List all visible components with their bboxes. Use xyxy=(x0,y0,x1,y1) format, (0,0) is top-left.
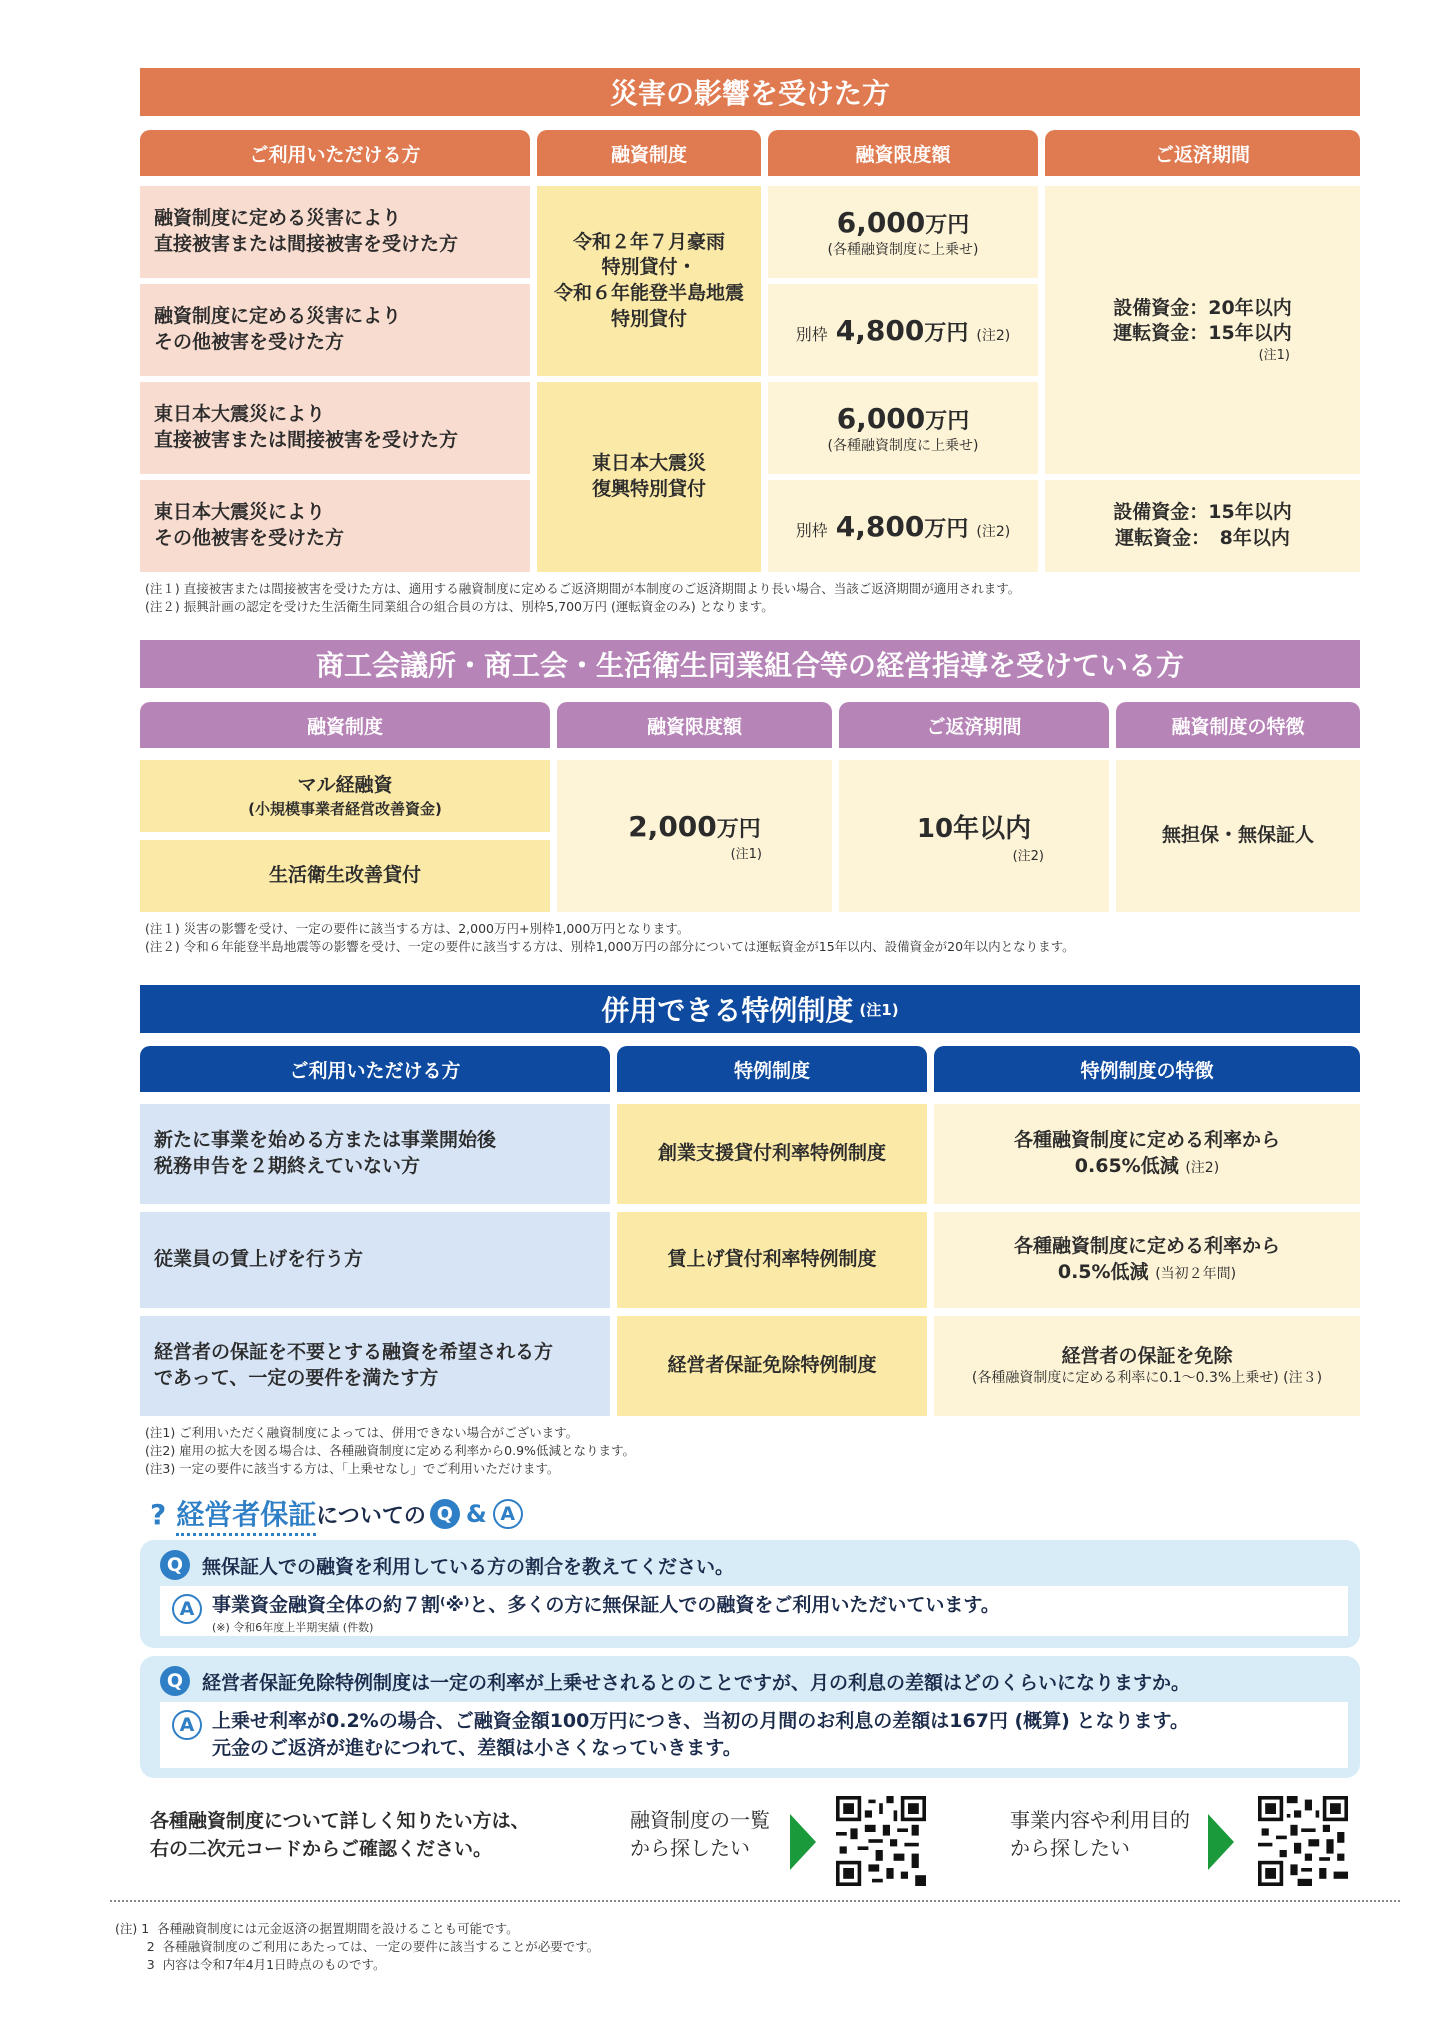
arrow-right-icon xyxy=(1208,1814,1234,1870)
s1-repay-2: 設備資金：15年以内 運転資金： 8年以内 xyxy=(1045,480,1360,572)
qa-item-2-answer: A 上乗せ利率が0.2%の場合、ご融資金額100万円につき、当初の月間のお利息の差額は167円 (概算) となります。 元金のご返済が進むにつれて、差額は小さくなっていきます。 xyxy=(160,1702,1348,1768)
q-icon: Q xyxy=(160,1550,190,1580)
qa-item-1-answer: A 事業資金融資全体の約７割⁽※⁾と、多くの方に無保証人での融資をご利用いただいています。 (※) 令和6年度上半期実績 (件数) xyxy=(160,1586,1348,1636)
s1-program-1: 令和２年７月豪雨 特別貸付・ 令和６年能登半島地震 特別貸付 xyxy=(537,186,761,376)
footer-link-2-text[interactable]: 事業内容や利用目的 から探したい xyxy=(1010,1808,1190,1860)
s3-row-2-who: 従業員の賃上げを行う方 xyxy=(140,1212,610,1308)
q-icon: Q xyxy=(160,1666,190,1696)
s1-limit-4: 別枠 4,800 万円 (注2) xyxy=(768,480,1038,572)
s1-header-program: 融資制度 xyxy=(537,130,761,176)
qr-code-2[interactable] xyxy=(1258,1796,1348,1886)
s2-header-repay: ご返済期間 xyxy=(839,702,1109,748)
s3-row-2-program: 賃上げ貸付利率特例制度 xyxy=(617,1212,927,1308)
section2-title: 商工会議所・商工会・生活衛生同業組合等の経営指導を受けている方 xyxy=(315,649,1184,682)
s1-header-limit: 融資限度額 xyxy=(768,130,1038,176)
s2-note-1: (注１) 災害の影響を受け、一定の要件に該当する方は、2,000万円+別枠1,000万円となります。 xyxy=(145,921,690,936)
dotted-divider xyxy=(110,1900,1400,1902)
s2-header-limit: 融資限度額 xyxy=(557,702,832,748)
a-icon: A xyxy=(493,1499,523,1529)
s3-row-1-feature: 各種融資制度に定める利率から 0.65%低減 (注2) xyxy=(934,1104,1360,1204)
section2-title-bar xyxy=(140,640,1360,688)
question-mark-icon: ? xyxy=(150,1497,167,1531)
s2-program-1: マル経融資 (小規模事業者経営改善資金) xyxy=(140,760,550,832)
qa-item-1-question: Q 無保証人での融資を利用している方の割合を教えてください。 xyxy=(160,1548,1340,1582)
s2-note-2: (注２) 令和６年能登半島地震等の影響を受け、一定の要件に該当する方は、別枠1,000万円の部分については運転資金が15年以内、設備資金が20年以内となります。 xyxy=(145,939,1075,954)
footer-note-3: 3 内容は令和7年4月1日時点のものです。 xyxy=(115,1957,386,1972)
a-icon: A xyxy=(172,1594,202,1624)
s1-limit-2: 別枠 4,800 万円 (注2) xyxy=(768,284,1038,376)
footer-note-1: (注) 1 各種融資制度には元金返済の据置期間を設けることも可能です。 xyxy=(115,1921,519,1936)
s2-repay: 10年以内 (注2) xyxy=(839,760,1109,912)
s3-row-2-feature: 各種融資制度に定める利率から 0.5%低減 (当初２年間) xyxy=(934,1212,1360,1308)
section3-title-bar xyxy=(140,985,1360,1033)
section1-title: 災害の影響を受けた方 xyxy=(609,77,890,110)
s2-feature: 無担保・無保証人 xyxy=(1116,760,1360,912)
section3-title: 併用できる特例制度 xyxy=(601,994,854,1027)
section1-title-bar xyxy=(140,68,1360,116)
qa-item-2-question: Q 経営者保証免除特例制度は一定の利率が上乗せされるとのことですが、月の利息の差額はどのくらいになりますか。 xyxy=(160,1664,1350,1698)
s3-header-who: ご利用いただける方 xyxy=(140,1046,610,1092)
s2-limit: 2,000万円 (注1) xyxy=(557,760,832,912)
s3-row-1-program: 創業支援貸付利率特例制度 xyxy=(617,1104,927,1204)
s3-row-3-feature: 経営者の保証を免除 (各種融資制度に定める利率に0.1〜0.3%上乗せ) (注３) xyxy=(934,1316,1360,1416)
s3-row-3-who: 経営者の保証を不要とする融資を希望される方 であって、一定の要件を満たす方 xyxy=(140,1316,610,1416)
s1-row-3: 東日本大震災により 直接被害または間接被害を受けた方 xyxy=(140,382,530,474)
s1-row-2: 融資制度に定める災害により その他被害を受けた方 xyxy=(140,284,530,376)
s1-limit-3: 6,000万円 (各種融資制度に上乗せ) xyxy=(768,382,1038,474)
s1-row-1: 融資制度に定める災害により 直接被害または間接被害を受けた方 xyxy=(140,186,530,278)
qr-code-1[interactable] xyxy=(836,1796,926,1886)
s1-repay-1: 設備資金：20年以内 運転資金：15年以内 (注1) xyxy=(1045,186,1360,474)
s2-header-program: 融資制度 xyxy=(140,702,550,748)
s3-header-feature: 特例制度の特徴 xyxy=(934,1046,1360,1092)
s3-header-program: 特例制度 xyxy=(617,1046,927,1092)
s1-program-2: 東日本大震災 復興特別貸付 xyxy=(537,382,761,572)
qa-heading: ? 経営者保証 についての Q & A xyxy=(150,1494,523,1534)
s2-header-feature: 融資制度の特徴 xyxy=(1116,702,1360,748)
s1-header-who: ご利用いただける方 xyxy=(140,130,530,176)
s3-row-3-program: 経営者保証免除特例制度 xyxy=(617,1316,927,1416)
a-icon: A xyxy=(172,1710,202,1740)
s1-note-2: (注２) 振興計画の認定を受けた生活衛生同業組合の組合員の方は、別枠5,700万円 (運転資金のみ) となります。 xyxy=(145,599,774,614)
section3-title-note: (注1) xyxy=(859,1000,899,1019)
s1-note-1: (注１) 直接被害または間接被害を受けた方は、適用する融資制度に定めるご返済期間が本制度のご返済期間より長い場合、当該ご返済期間が適用されます。 xyxy=(145,581,1021,596)
s1-limit-1: 6,000万円 (各種融資制度に上乗せ) xyxy=(768,186,1038,278)
s1-header-repay: ご返済期間 xyxy=(1045,130,1360,176)
s3-note-2: (注2) 雇用の拡大を図る場合は、各種融資制度に定める利率から0.9%低減となります。 xyxy=(145,1443,635,1458)
footer-link-1-text[interactable]: 融資制度の一覧 から探したい xyxy=(630,1808,770,1860)
s2-program-2: 生活衛生改善貸付 xyxy=(140,840,550,912)
q-icon: Q xyxy=(430,1499,460,1529)
s3-note-1: (注1) ご利用いただく融資制度によっては、併用できない場合がございます。 xyxy=(145,1425,579,1440)
s3-row-1-who: 新たに事業を始める方または事業開始後 税務申告を２期終えていない方 xyxy=(140,1104,610,1204)
footer-info: 各種融資制度について詳しく知りたい方は、 右の二次元コードからご確認ください。 xyxy=(150,1810,530,1860)
footer-note-2: 2 各種融資制度のご利用にあたっては、一定の要件に該当することが必要です。 xyxy=(115,1939,600,1954)
s3-note-3: (注3) 一定の要件に該当する方は、「上乗せなし」でご利用いただけます。 xyxy=(145,1461,560,1476)
s1-row-4: 東日本大震災により その他被害を受けた方 xyxy=(140,480,530,572)
arrow-right-icon xyxy=(790,1814,816,1870)
